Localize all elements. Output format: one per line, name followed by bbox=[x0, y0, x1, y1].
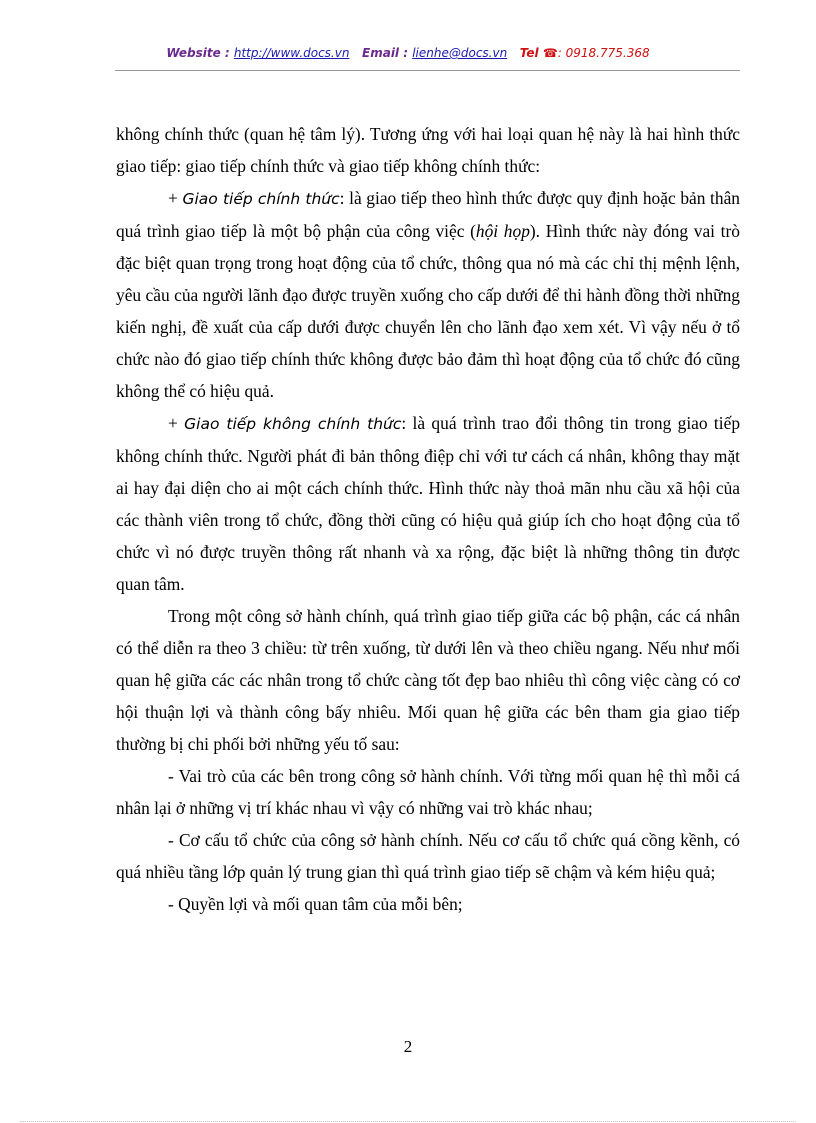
paragraph-3 bbox=[116, 407, 740, 600]
website-link[interactable]: http://www.docs.vn bbox=[233, 46, 350, 60]
page-header bbox=[0, 46, 816, 60]
page-number: 2 bbox=[403, 1037, 413, 1056]
term-formal-communication: Giao tiếp chính thức bbox=[182, 190, 340, 208]
website-label: Website : bbox=[166, 46, 230, 60]
phone-icon: ☎ bbox=[542, 46, 558, 60]
term-informal-communication: Giao tiếp không chính thức bbox=[184, 415, 402, 433]
email-link[interactable]: lienhe@docs.vn bbox=[412, 46, 508, 60]
meeting-italic: hội họp bbox=[475, 221, 530, 241]
tel-label: Tel bbox=[519, 46, 539, 60]
header-divider bbox=[115, 70, 740, 71]
paragraph-2-prefix: + bbox=[168, 188, 183, 208]
paragraph-3-text: : là quá trình trao đổi thông tin trong giao tiếp không chính thức. Người phát đi bản thông điệp chỉ với tư cách cá nhân, không thay mặt ai hay đại diện cho ai một cách chính thức. Hình thức này thoả mãn nhu cầu xã hội của các thành viên trong tổ chức, đồng thời cũng có hiệu quả giúp ích cho hoạt động của tổ chức vì nó được truyền thông rất nhanh và xa rộng, đặc biệt là những thông tin được quan tâm. bbox=[116, 413, 741, 594]
list-item-3: - Quyền lợi và mối quan tâm của mỗi bên; bbox=[168, 894, 463, 914]
email-label: Email : bbox=[362, 46, 409, 60]
list-item-2: - Cơ cấu tổ chức của công sở hành chính. Nếu cơ cấu tổ chức quá cồng kềnh, có quá nhiều tầng lớp quản lý trung gian thì quá trình giao tiếp sẽ chậm và kém hiệu quả; bbox=[116, 830, 740, 882]
phone-number: : 0918.775.368 bbox=[557, 46, 650, 60]
paragraph-2-text-a: : là giao tiếp theo hình thức được quy định hoặc bản thân quá trình giao tiếp là một bộ phận của công việc ( bbox=[116, 188, 740, 241]
paragraph-2 bbox=[116, 182, 740, 407]
page-bottom-border bbox=[20, 1121, 796, 1122]
list-item-1: - Vai trò của các bên trong công sở hành chính. Với từng mối quan hệ thì mỗi cá nhân lại ở những vị trí khác nhau vì vậy có những vai trò khác nhau; bbox=[116, 766, 740, 818]
paragraph-2-text-b: ). Hình thức này đóng vai trò đặc biệt quan trọng trong hoạt động của tổ chức, thông qua nó mà các chỉ thị mệnh lệnh, yêu cầu của người lãnh đạo được truyền xuống cho cấp dưới để thi hành đồng thời những kiến nghị, đề xuất của cấp dưới được chuyển lên cho lãnh đạo xem xét. Vì vậy nếu ở tổ chức nào đó giao tiếp chính thức không được bảo đảm thì hoạt động của tổ chức đó cũng không thể có hiệu quả. bbox=[116, 221, 740, 401]
document-body bbox=[116, 118, 740, 920]
paragraph-3-prefix: + bbox=[168, 413, 185, 433]
paragraph-4: Trong một công sở hành chính, quá trình giao tiếp giữa các bộ phận, các cá nhân có thể diễn ra theo 3 chiều: từ trên xuống, từ dưới lên và theo chiều ngang. Nếu như mối quan hệ giữa các các nhân trong tổ chức càng tốt đẹp bao nhiêu thì công việc càng có cơ hội thuận lợi và thành công bấy nhiêu. Mối quan hệ giữa các bên tham gia giao tiếp thường bị chi phối bởi những yếu tố sau: bbox=[116, 606, 740, 754]
paragraph-1: không chính thức (quan hệ tâm lý). Tương ứng với hai loại quan hệ này là hai hình thức giao tiếp: giao tiếp chính thức và giao tiếp không chính thức: bbox=[116, 124, 740, 176]
